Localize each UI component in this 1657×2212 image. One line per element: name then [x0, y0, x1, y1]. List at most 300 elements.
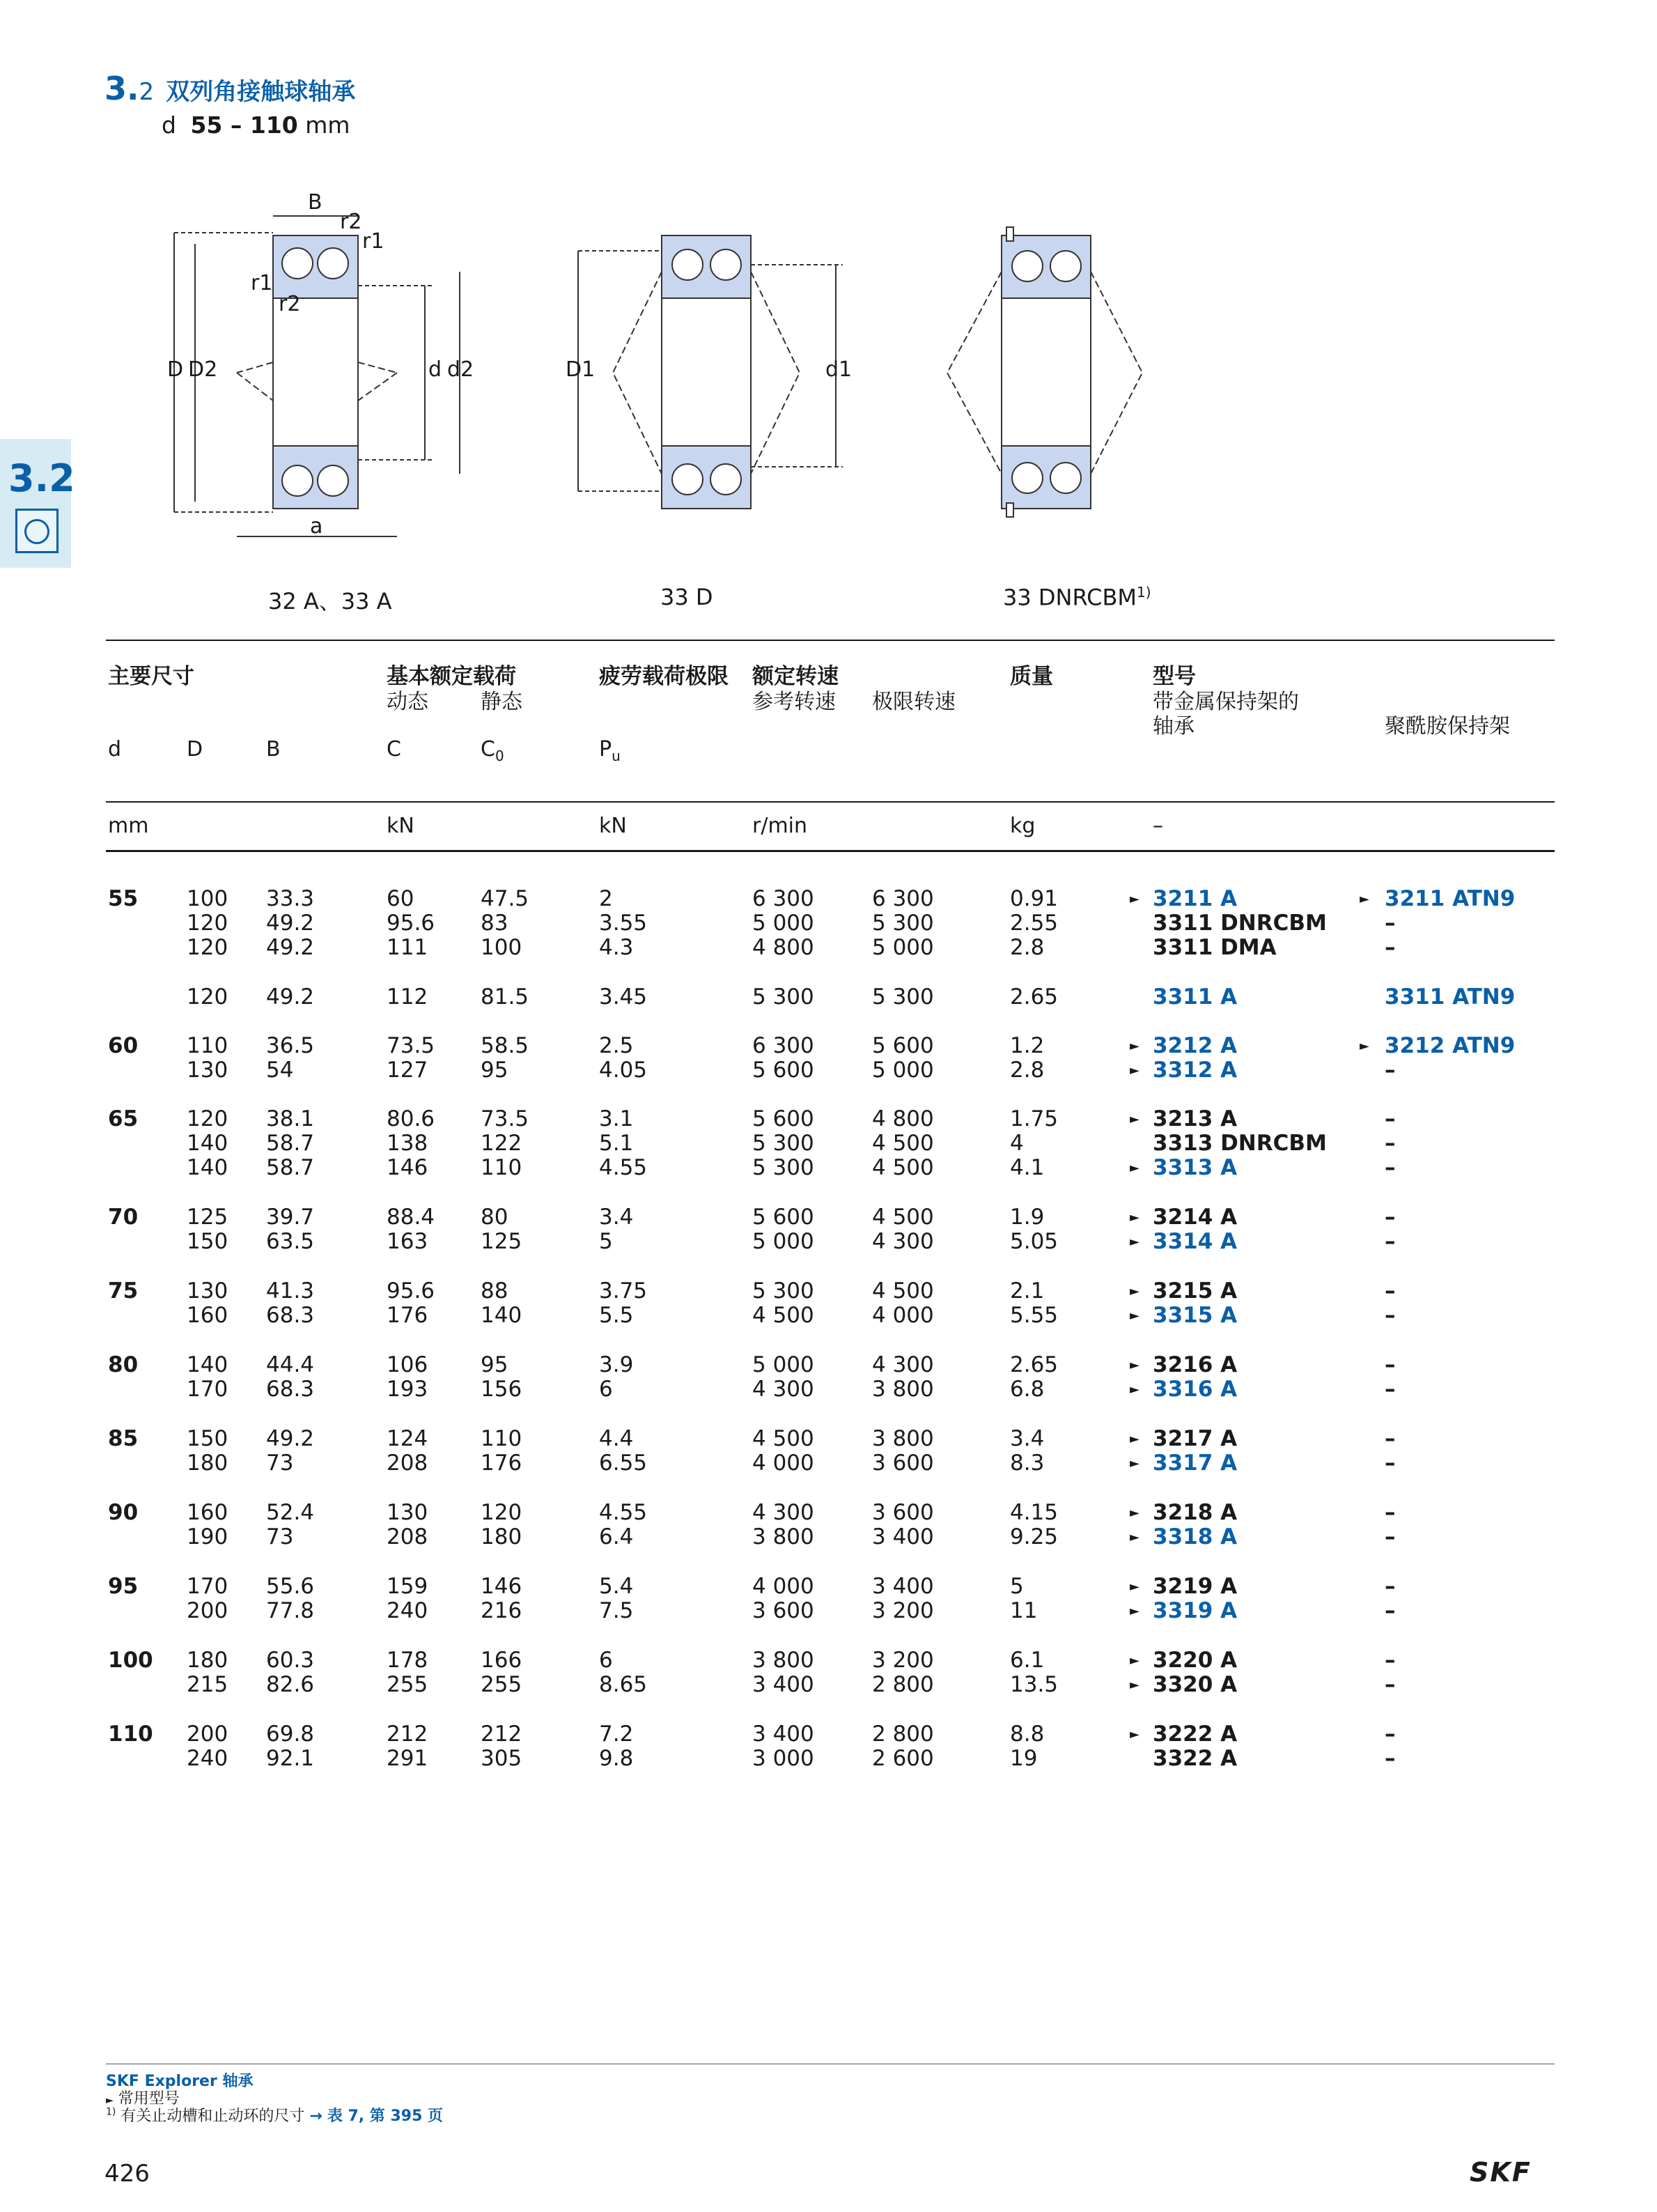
designation-metal[interactable]: 3319 A: [1153, 1598, 1238, 1623]
cell-d: 90: [108, 1500, 139, 1525]
designation-metal[interactable]: 3318 A: [1153, 1524, 1238, 1549]
cell-C0: 216: [481, 1598, 522, 1623]
cell-mass: 4.1: [1010, 1155, 1045, 1180]
cell-B: 58.7: [266, 1131, 315, 1156]
cell-D: 140: [187, 1155, 228, 1180]
cell-mass: 1.2: [1010, 1033, 1045, 1058]
cell-mass: 5.05: [1010, 1229, 1059, 1254]
cell-B: 52.4: [266, 1500, 315, 1525]
designation-metal[interactable]: 3312 A: [1153, 1058, 1238, 1083]
rule-top: [106, 640, 1555, 641]
cell-Pu: 7.2: [599, 1722, 634, 1747]
popular-marker-icon: ►: [1130, 1063, 1139, 1078]
cell-lim: 2 600: [872, 1746, 934, 1771]
cell-lim: 3 200: [872, 1648, 934, 1673]
popular-marker-icon: ►: [1130, 1604, 1139, 1618]
cell-B: 73: [266, 1524, 294, 1549]
cell-mass: 19: [1010, 1746, 1038, 1771]
cell-Pu: 9.8: [599, 1746, 634, 1771]
cell-ref: 3 800: [752, 1648, 814, 1673]
designation-polyamide: –: [1385, 1131, 1396, 1156]
size-unit: mm: [305, 111, 350, 139]
cell-D: 200: [187, 1598, 228, 1623]
cell-D: 130: [187, 1058, 228, 1083]
cell-Pu: 2: [599, 886, 613, 911]
cell-lim: 6 300: [872, 886, 934, 911]
unit-mm: mm: [108, 814, 149, 838]
designation-metal[interactable]: 3211 A: [1153, 886, 1238, 911]
cell-C: 193: [387, 1377, 428, 1402]
cell-lim: 5 000: [872, 1058, 934, 1083]
cell-C0: 255: [481, 1672, 522, 1697]
sym-Pu: $P_u$: [599, 737, 621, 764]
cell-D: 120: [187, 935, 228, 960]
label-B: B: [308, 190, 322, 215]
designation-polyamide: –: [1385, 1574, 1396, 1599]
cell-D: 200: [187, 1722, 228, 1747]
cell-Pu: 3.55: [599, 911, 648, 936]
cell-lim: 2 800: [872, 1672, 934, 1697]
label-D2: D2: [188, 357, 218, 382]
label-d2: d2: [447, 357, 474, 382]
cell-d: 95: [108, 1574, 139, 1599]
cell-mass: 11: [1010, 1598, 1038, 1623]
designation-polyamide: –: [1385, 911, 1396, 936]
cell-B: 39.7: [266, 1205, 315, 1230]
skf-logo: SKF: [1470, 2157, 1532, 2188]
cell-B: 49.2: [266, 984, 315, 1010]
label-d: d: [428, 357, 442, 382]
popular-marker-icon: ►: [1130, 1579, 1139, 1594]
designation-polyamide: –: [1385, 1426, 1396, 1451]
header-speed: 额定转速: [752, 664, 839, 689]
section-number: 3.: [104, 70, 139, 107]
side-section-tab[interactable]: [0, 439, 75, 568]
cell-C0: 95: [481, 1058, 508, 1083]
cell-mass: 6.8: [1010, 1377, 1045, 1402]
cell-Pu: 4.4: [599, 1426, 634, 1451]
cell-C: 138: [387, 1131, 428, 1156]
cell-C: 208: [387, 1451, 428, 1476]
cell-Pu: 3.45: [599, 984, 648, 1010]
footnote-1: $^{1)}$ 有关止动槽和止动环的尺寸 → 表 7, 第 395 页: [106, 2106, 444, 2125]
cell-B: 58.7: [266, 1155, 315, 1180]
designation-polyamide[interactable]: 3211 ATN9: [1385, 886, 1516, 911]
cell-D: 120: [187, 1106, 228, 1131]
designation-metal[interactable]: 3313 A: [1153, 1155, 1238, 1180]
designation-metal: 3222 A: [1153, 1722, 1238, 1747]
cell-C0: 58.5: [481, 1033, 529, 1058]
designation-polyamide: –: [1385, 935, 1396, 960]
cell-ref: 5 600: [752, 1106, 814, 1131]
cell-ref: 4 500: [752, 1426, 814, 1451]
cell-Pu: 3.75: [599, 1278, 648, 1304]
drawing-33d: [578, 235, 843, 509]
sym-B: B: [266, 737, 281, 761]
label-r2b: r2: [279, 292, 301, 316]
cell-C0: 88: [481, 1278, 508, 1304]
cell-C0: 212: [481, 1722, 522, 1747]
unit-kN-fatigue: kN: [599, 814, 627, 838]
unit-rpm: r/min: [752, 814, 808, 838]
header-dynamic: 动态: [387, 690, 428, 714]
popular-marker-icon: ►: [1130, 1727, 1139, 1742]
cell-ref: 3 400: [752, 1672, 814, 1697]
sym-C0: $C_0$: [481, 737, 504, 764]
cell-Pu: 8.65: [599, 1672, 648, 1697]
cell-C: 60: [387, 886, 414, 911]
designation-polyamide: –: [1385, 1303, 1396, 1328]
popular-marker-icon: ►: [1360, 1039, 1369, 1053]
popular-marker-icon: ►: [1130, 1161, 1139, 1175]
cell-lim: 4 500: [872, 1205, 934, 1230]
cell-ref: 5 000: [752, 911, 814, 936]
cell-mass: 4: [1010, 1131, 1024, 1156]
designation-polyamide[interactable]: 3311 ATN9: [1385, 984, 1516, 1010]
header-static: 静态: [481, 690, 522, 714]
cell-lim: 4 300: [872, 1229, 934, 1254]
cell-C: 112: [387, 984, 428, 1010]
header-limit-speed: 极限转速: [872, 690, 956, 714]
cell-C: 80.6: [387, 1106, 435, 1131]
designation-polyamide: –: [1385, 1106, 1396, 1131]
cell-Pu: 4.55: [599, 1500, 648, 1525]
cell-mass: 1.75: [1010, 1106, 1059, 1131]
section-number-minor: 2: [139, 78, 155, 106]
cell-Pu: 6: [599, 1377, 613, 1402]
cell-C0: 140: [481, 1303, 522, 1328]
cell-lim: 5 300: [872, 911, 934, 936]
cell-C0: 83: [481, 911, 508, 936]
sym-D: D: [187, 737, 203, 761]
designation-metal[interactable]: 3314 A: [1153, 1229, 1238, 1254]
cell-B: 41.3: [266, 1278, 315, 1304]
unit-kg: kg: [1010, 814, 1036, 838]
size-prefix: d: [162, 111, 176, 139]
label-a: a: [310, 514, 323, 539]
cell-Pu: 3.9: [599, 1352, 634, 1377]
footnote-explorer: SKF Explorer 轴承: [106, 2073, 254, 2090]
cell-Pu: 4.05: [599, 1058, 648, 1083]
cell-ref: 5 300: [752, 1278, 814, 1304]
cell-d: 110: [108, 1722, 153, 1747]
popular-marker-icon: ►: [1130, 1308, 1139, 1323]
designation-polyamide: –: [1385, 1155, 1396, 1180]
designation-polyamide: –: [1385, 1451, 1396, 1476]
designation-metal: 3219 A: [1153, 1574, 1238, 1599]
cell-lim: 4 500: [872, 1278, 934, 1304]
cell-Pu: 5.1: [599, 1131, 634, 1156]
label-D1: D1: [566, 357, 596, 382]
cell-mass: 3.4: [1010, 1426, 1045, 1451]
cell-mass: 9.25: [1010, 1524, 1059, 1549]
bearing-drawings: [153, 188, 1198, 550]
cell-C: 178: [387, 1648, 428, 1673]
cell-ref: 3 800: [752, 1524, 814, 1549]
cell-ref: 3 400: [752, 1722, 814, 1747]
cell-lim: 3 600: [872, 1451, 934, 1476]
cell-lim: 5 000: [872, 935, 934, 960]
cell-Pu: 7.5: [599, 1598, 634, 1623]
cell-mass: 13.5: [1010, 1672, 1059, 1697]
cell-C0: 73.5: [481, 1106, 529, 1131]
designation-polyamide: –: [1385, 1229, 1396, 1254]
cell-Pu: 3.4: [599, 1205, 634, 1230]
cell-mass: 2.8: [1010, 935, 1045, 960]
cell-B: 49.2: [266, 935, 315, 960]
cell-D: 190: [187, 1524, 228, 1549]
popular-marker-icon: ►: [1360, 892, 1369, 906]
side-tab-label: 3.2: [8, 456, 75, 500]
designation-metal: 3217 A: [1153, 1426, 1238, 1451]
cell-lim: 4 000: [872, 1303, 934, 1328]
cell-C0: 120: [481, 1500, 522, 1525]
cell-mass: 2.55: [1010, 911, 1059, 936]
cell-mass: 4.15: [1010, 1500, 1059, 1525]
cell-mass: 0.91: [1010, 886, 1059, 911]
cell-C: 106: [387, 1352, 428, 1377]
designation-metal[interactable]: 3212 A: [1153, 1033, 1238, 1058]
cell-lim: 4 800: [872, 1106, 934, 1131]
popular-marker-icon: ►: [1130, 1112, 1139, 1127]
cell-D: 160: [187, 1500, 228, 1525]
cell-D: 240: [187, 1746, 228, 1771]
cell-mass: 5.55: [1010, 1303, 1059, 1328]
popular-marker-icon: ►: [1130, 1432, 1139, 1446]
cell-mass: 2.8: [1010, 1058, 1045, 1083]
designation-polyamide: –: [1385, 1524, 1396, 1549]
cell-mass: 1.9: [1010, 1205, 1045, 1230]
drawing-33-dnrcbm: [947, 227, 1142, 517]
cell-ref: 5 300: [752, 1155, 814, 1180]
cell-Pu: 6: [599, 1648, 613, 1673]
cell-C0: 80: [481, 1205, 508, 1230]
cell-mass: 2.1: [1010, 1278, 1045, 1304]
designation-metal: 3215 A: [1153, 1278, 1238, 1304]
designation-metal: 3311 DMA: [1153, 935, 1277, 960]
designation-metal: 3214 A: [1153, 1205, 1238, 1230]
drawing-caption-3: 33 DNRCBM$^{1)}$: [1003, 584, 1151, 611]
cell-C: 130: [387, 1500, 428, 1525]
cell-C0: 110: [481, 1426, 522, 1451]
cell-C: 255: [387, 1672, 428, 1697]
header-main-dims: 主要尺寸: [108, 664, 194, 689]
popular-marker-icon: ►: [1130, 1039, 1139, 1053]
designation-metal: 3216 A: [1153, 1352, 1238, 1377]
header-designation: 型号: [1153, 664, 1196, 689]
cell-Pu: 5.5: [599, 1303, 634, 1328]
sym-d: d: [108, 737, 122, 761]
cell-B: 77.8: [266, 1598, 315, 1623]
cell-B: 68.3: [266, 1377, 315, 1402]
cell-C: 159: [387, 1574, 428, 1599]
cell-lim: 5 600: [872, 1033, 934, 1058]
cell-Pu: 2.5: [599, 1033, 634, 1058]
cell-B: 33.3: [266, 886, 315, 911]
cell-mass: 2.65: [1010, 1352, 1059, 1377]
popular-marker-icon: ►: [1130, 1210, 1139, 1225]
cell-lim: 3 200: [872, 1598, 934, 1623]
cell-mass: 8.8: [1010, 1722, 1045, 1747]
cell-D: 120: [187, 911, 228, 936]
cell-D: 125: [187, 1205, 228, 1230]
cell-C0: 81.5: [481, 984, 529, 1010]
cell-D: 180: [187, 1451, 228, 1476]
cell-Pu: 6.55: [599, 1451, 648, 1476]
header-metal-cage-l2: 轴承: [1153, 714, 1195, 738]
cell-lim: 3 600: [872, 1500, 934, 1525]
cell-C: 163: [387, 1229, 428, 1254]
popular-marker-icon: ►: [1130, 1382, 1139, 1397]
designation-metal[interactable]: 3317 A: [1153, 1451, 1238, 1476]
cell-B: 38.1: [266, 1106, 315, 1131]
cell-Pu: 4.55: [599, 1155, 648, 1180]
cell-lim: 4 300: [872, 1352, 934, 1377]
designation-polyamide: –: [1385, 1746, 1396, 1771]
cell-C0: 166: [481, 1648, 522, 1673]
cell-B: 73: [266, 1451, 294, 1476]
cell-D: 150: [187, 1426, 228, 1451]
cell-Pu: 5.4: [599, 1574, 634, 1599]
cell-C0: 95: [481, 1352, 508, 1377]
designation-polyamide: –: [1385, 1377, 1396, 1402]
cell-d: 55: [108, 886, 139, 911]
label-r1b: r1: [251, 271, 273, 295]
designation-metal: 3313 DNRCBM: [1153, 1131, 1327, 1156]
cell-C: 176: [387, 1303, 428, 1328]
cell-D: 215: [187, 1672, 228, 1697]
cell-C0: 47.5: [481, 886, 529, 911]
cell-C0: 305: [481, 1746, 522, 1771]
section-title: 双列角接触球轴承: [166, 78, 356, 106]
designation-metal[interactable]: 3316 A: [1153, 1377, 1238, 1402]
cell-C: 146: [387, 1155, 428, 1180]
cell-Pu: 4.3: [599, 935, 634, 960]
popular-marker-icon: ►: [1130, 1456, 1139, 1471]
cell-ref: 4 000: [752, 1574, 814, 1599]
cell-C0: 180: [481, 1524, 522, 1549]
designation-polyamide: –: [1385, 1648, 1396, 1673]
popular-marker-icon: ►: [1130, 1358, 1139, 1372]
cell-C: 291: [387, 1746, 428, 1771]
header-metal-cage-l1: 带金属保持架的: [1153, 690, 1299, 714]
cell-d: 65: [108, 1106, 139, 1131]
cell-B: 60.3: [266, 1648, 315, 1673]
designation-metal: 3213 A: [1153, 1106, 1238, 1131]
cell-lim: 3 800: [872, 1377, 934, 1402]
cell-d: 100: [108, 1648, 153, 1673]
size-range: [162, 111, 350, 139]
designation-polyamide: –: [1385, 1278, 1396, 1304]
drawing-caption-2: 33 D: [660, 584, 713, 610]
cell-D: 100: [187, 886, 228, 911]
cell-C0: 146: [481, 1574, 522, 1599]
cell-lim: 4 500: [872, 1131, 934, 1156]
designation-metal: 3220 A: [1153, 1648, 1238, 1673]
cell-lim: 2 800: [872, 1722, 934, 1747]
cell-B: 49.2: [266, 911, 315, 936]
rule-head-bottom: [106, 850, 1555, 852]
cell-d: 85: [108, 1426, 139, 1451]
cell-B: 68.3: [266, 1303, 315, 1328]
drawing-caption-1: 32 A、33 A: [268, 588, 392, 614]
cell-mass: 5: [1010, 1574, 1024, 1599]
popular-marker-icon: ►: [1130, 1235, 1139, 1249]
cell-lim: 3 400: [872, 1524, 934, 1549]
label-d1: d1: [825, 357, 853, 382]
designation-polyamide: –: [1385, 1352, 1396, 1377]
section-heading: [104, 70, 355, 107]
cell-lim: 4 500: [872, 1155, 934, 1180]
cell-Pu: 6.4: [599, 1524, 634, 1549]
cell-B: 92.1: [266, 1746, 315, 1771]
designation-metal: 3320 A: [1153, 1672, 1238, 1697]
cell-ref: 5 000: [752, 1352, 814, 1377]
cell-B: 69.8: [266, 1722, 315, 1747]
cell-mass: 8.3: [1010, 1451, 1045, 1476]
designation-metal: 3218 A: [1153, 1500, 1238, 1525]
header-ref-speed: 参考转速: [752, 690, 836, 714]
popular-marker-icon: ►: [1130, 1678, 1139, 1692]
label-r1: r1: [362, 229, 384, 254]
cell-C: 95.6: [387, 911, 435, 936]
label-r2: r2: [340, 210, 362, 234]
cell-ref: 5 000: [752, 1229, 814, 1254]
footnote-link[interactable]: 表 7, 第 395 页: [327, 2107, 444, 2125]
cell-D: 170: [187, 1574, 228, 1599]
cell-D: 120: [187, 984, 228, 1010]
cell-C0: 122: [481, 1131, 522, 1156]
popular-marker-icon: ►: [1130, 1653, 1139, 1668]
cell-C: 240: [387, 1598, 428, 1623]
cell-Pu: 3.1: [599, 1106, 634, 1131]
cell-C: 88.4: [387, 1205, 435, 1230]
designation-metal[interactable]: 3315 A: [1153, 1303, 1238, 1328]
cell-D: 140: [187, 1131, 228, 1156]
cell-C: 127: [387, 1058, 428, 1083]
cell-ref: 5 600: [752, 1205, 814, 1230]
designation-polyamide: –: [1385, 1598, 1396, 1623]
designation-polyamide[interactable]: 3212 ATN9: [1385, 1033, 1516, 1058]
cell-ref: 6 300: [752, 886, 814, 911]
unit-dash: –: [1153, 814, 1163, 838]
cell-C0: 125: [481, 1229, 522, 1254]
cell-lim: 5 300: [872, 984, 934, 1010]
designation-polyamide: –: [1385, 1058, 1396, 1083]
designation-metal[interactable]: 3311 A: [1153, 984, 1238, 1010]
cell-B: 82.6: [266, 1672, 315, 1697]
cell-lim: 3 400: [872, 1574, 934, 1599]
cell-D: 180: [187, 1648, 228, 1673]
cell-D: 170: [187, 1377, 228, 1402]
cell-C0: 156: [481, 1377, 522, 1402]
cell-C0: 176: [481, 1451, 522, 1476]
cell-ref: 4 300: [752, 1500, 814, 1525]
cell-C: 111: [387, 935, 428, 960]
cell-B: 54: [266, 1058, 294, 1083]
cell-C: 124: [387, 1426, 428, 1451]
cell-C: 208: [387, 1524, 428, 1549]
popular-marker-icon: ►: [1130, 1506, 1139, 1520]
cell-C0: 110: [481, 1155, 522, 1180]
cell-ref: 3 000: [752, 1746, 814, 1771]
cell-B: 63.5: [266, 1229, 315, 1254]
cell-ref: 4 500: [752, 1303, 814, 1328]
cell-D: 150: [187, 1229, 228, 1254]
cell-D: 110: [187, 1033, 228, 1058]
page-number: 426: [104, 2160, 150, 2188]
cell-C: 73.5: [387, 1033, 435, 1058]
